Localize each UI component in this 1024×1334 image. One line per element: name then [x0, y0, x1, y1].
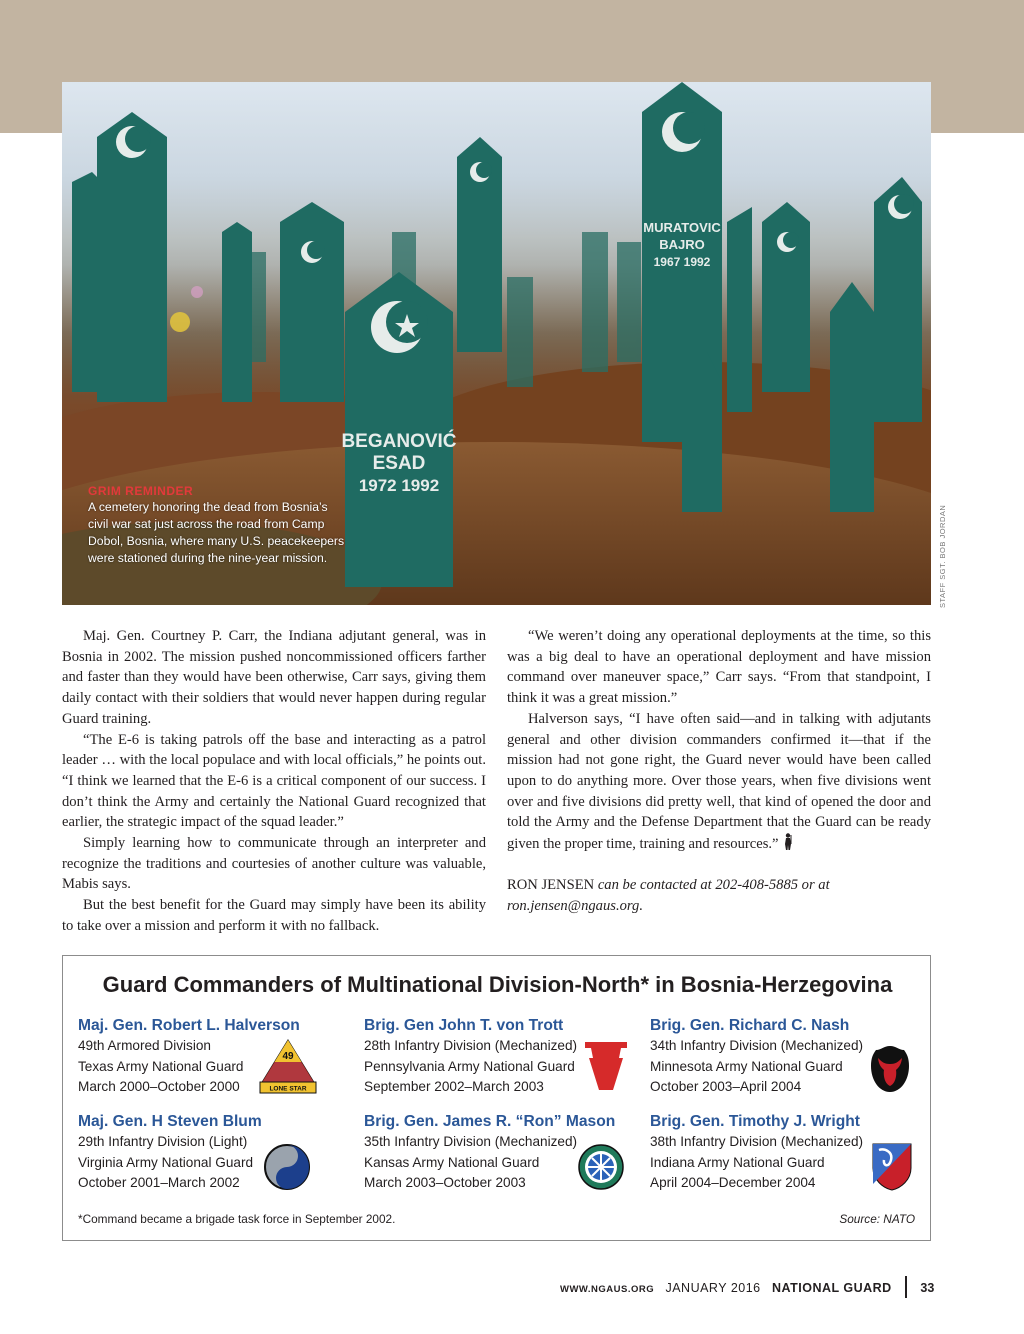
insignia-number: 49	[282, 1051, 294, 1062]
article-left-column	[62, 626, 486, 937]
commander-state: Indiana Army National Guard	[650, 1154, 825, 1170]
grave-marker-2-line3: 1967 1992	[653, 255, 711, 269]
article-paragraph: But the best benefit for the Guard may simply have been its ability to take over a mission and perform it with no fallback.	[62, 897, 486, 934]
commander-state: Texas Army National Guard	[78, 1058, 244, 1074]
commander-unit: 28th Infantry Division (Mechanized)	[364, 1038, 578, 1053]
commander-unit: 35th Infantry Division (Mechanized)	[364, 1134, 578, 1149]
sidebar-footnote: *Command became a brigade task force in September 2002.	[78, 1212, 396, 1226]
commander-unit: 29th Infantry Division (Light)	[78, 1134, 248, 1149]
armored-division-patch-icon	[259, 1038, 317, 1094]
cyclone-patch-icon	[871, 1142, 913, 1192]
commander-unit: 38th Infantry Division (Mechanized)	[650, 1134, 864, 1149]
commander-name: Maj. Gen. Robert L. Halverson	[78, 1017, 300, 1034]
article-paragraph: Simply learning how to communicate through an interpreter and recognize the traditions and courtesies of another culture was valuable, Mabis says.	[62, 835, 486, 893]
commander-dates: September 2002–March 2003	[364, 1079, 544, 1095]
footer-magazine: NATIONAL GUARD	[771, 1281, 892, 1295]
author-contact: can be contacted at 202-408-5885 or at ron.jensen@ngaus.org.	[507, 877, 830, 915]
page-number: 33	[920, 1281, 935, 1295]
cemetery-photo	[62, 82, 931, 605]
commander-unit: 34th Infantry Division (Mechanized)	[650, 1038, 864, 1053]
author-name: RON JENSEN	[507, 877, 595, 894]
santa-fe-patch-icon	[577, 1143, 625, 1191]
commander-state: Virginia Army National Guard	[78, 1154, 254, 1170]
footer-issue: JANUARY 2016	[665, 1281, 761, 1295]
article-paragraph: “We weren’t doing any operational deployments at the time, so this was a big deal to have an operational deployment and have mission command over maneuver space,” Carr says. “From that standpoint, I think it was a great mission.”	[507, 628, 931, 707]
photo-credit: STAFF SGT. BOB JORDAN	[938, 504, 947, 608]
commander-state: Kansas Army National Guard	[364, 1154, 540, 1170]
caption-title: GRIM REMINDER	[88, 484, 194, 498]
footer-divider	[905, 1276, 907, 1298]
commander-dates: April 2004–December 2004	[650, 1175, 816, 1191]
article-paragraph: Halverson says, “I have often said—and in talking with adjutants general and other division commanders confirmed it—that if the mission had not gone right, the Guard never would have been called upon to do anything more. Over those years, when five divisions went over and five divisions did pretty well, that kind of opened the door and told the Army and the Defense Department that the Guard can be ready given the proper time, training and resources.”	[507, 710, 931, 853]
keystone-patch-icon	[583, 1040, 629, 1092]
article-paragraph: Maj. Gen. Courtney P. Carr, the Indiana adjutant general, was in Bosnia in 2002. The mission pushed noncommissioned officers farther and faster than they would have been otherwise, Carr says, giving them daily contact with their soldiers that would never happen during regular Guard training.	[62, 628, 486, 727]
grave-marker-1-line3: 1972 1992	[358, 476, 440, 495]
blue-gray-patch-icon	[263, 1143, 311, 1191]
commander-name: Maj. Gen. H Steven Blum	[78, 1113, 262, 1130]
commanders-sidebar	[62, 955, 931, 1241]
commander-dates: March 2000–October 2000	[78, 1079, 240, 1095]
footer-url: WWW.NGAUS.ORG	[560, 1284, 655, 1295]
commander-name: Brig. Gen. James R. “Ron” Mason	[364, 1113, 616, 1130]
sidebar-title: Guard Commanders of Multinational Division-North* in Bosnia-Herzegovina	[102, 972, 893, 997]
page-footer	[560, 1276, 934, 1298]
commander-name: Brig. Gen John T. von Trott	[364, 1017, 564, 1034]
commander-name: Brig. Gen. Timothy J. Wright	[650, 1113, 860, 1130]
sidebar-source: Source: NATO	[839, 1212, 915, 1226]
commander-state: Pennsylvania Army National Guard	[364, 1058, 575, 1074]
commander-dates: October 2003–April 2004	[650, 1079, 802, 1095]
red-bull-patch-icon	[869, 1044, 911, 1094]
article-right-column	[507, 626, 931, 917]
commander-dates: March 2003–October 2003	[364, 1175, 526, 1191]
caption-text: A cemetery honoring the dead from Bosnia’s civil war sat just across the road from Camp Dobol, Bosnia, where many U.S. peacekeepers were stationed during the nine-year mission.	[88, 500, 345, 565]
author-signature	[507, 875, 931, 916]
commander-dates: October 2001–March 2002	[78, 1175, 240, 1191]
commander-state: Minnesota Army National Guard	[650, 1058, 843, 1074]
grave-marker-2-line1: MURATOVIC	[643, 220, 721, 235]
grave-marker-1-line2: ESAD	[372, 453, 426, 474]
commander-unit: 49th Armored Division	[78, 1038, 211, 1053]
grave-marker-1-line1: BEGANOVIĆ	[341, 431, 457, 452]
insignia-text: LONE STAR	[269, 1085, 307, 1093]
article-paragraph: “The E-6 is taking patrols off the base and interacting as a patrol leader … with the local populace and with local officials,” he points out. “I think we learned that the E-6 is a critical component of our success. I don’t think the Army and certainly the National Guard recognized that earlier, the strategic impact of the squad leader.”	[62, 731, 486, 831]
commander-card	[78, 1112, 358, 1194]
soldier-end-mark-icon	[783, 833, 793, 851]
grave-marker-2-line2: BAJRO	[659, 237, 705, 252]
commander-name: Brig. Gen. Richard C. Nash	[650, 1017, 850, 1034]
photo-caption	[88, 484, 348, 567]
